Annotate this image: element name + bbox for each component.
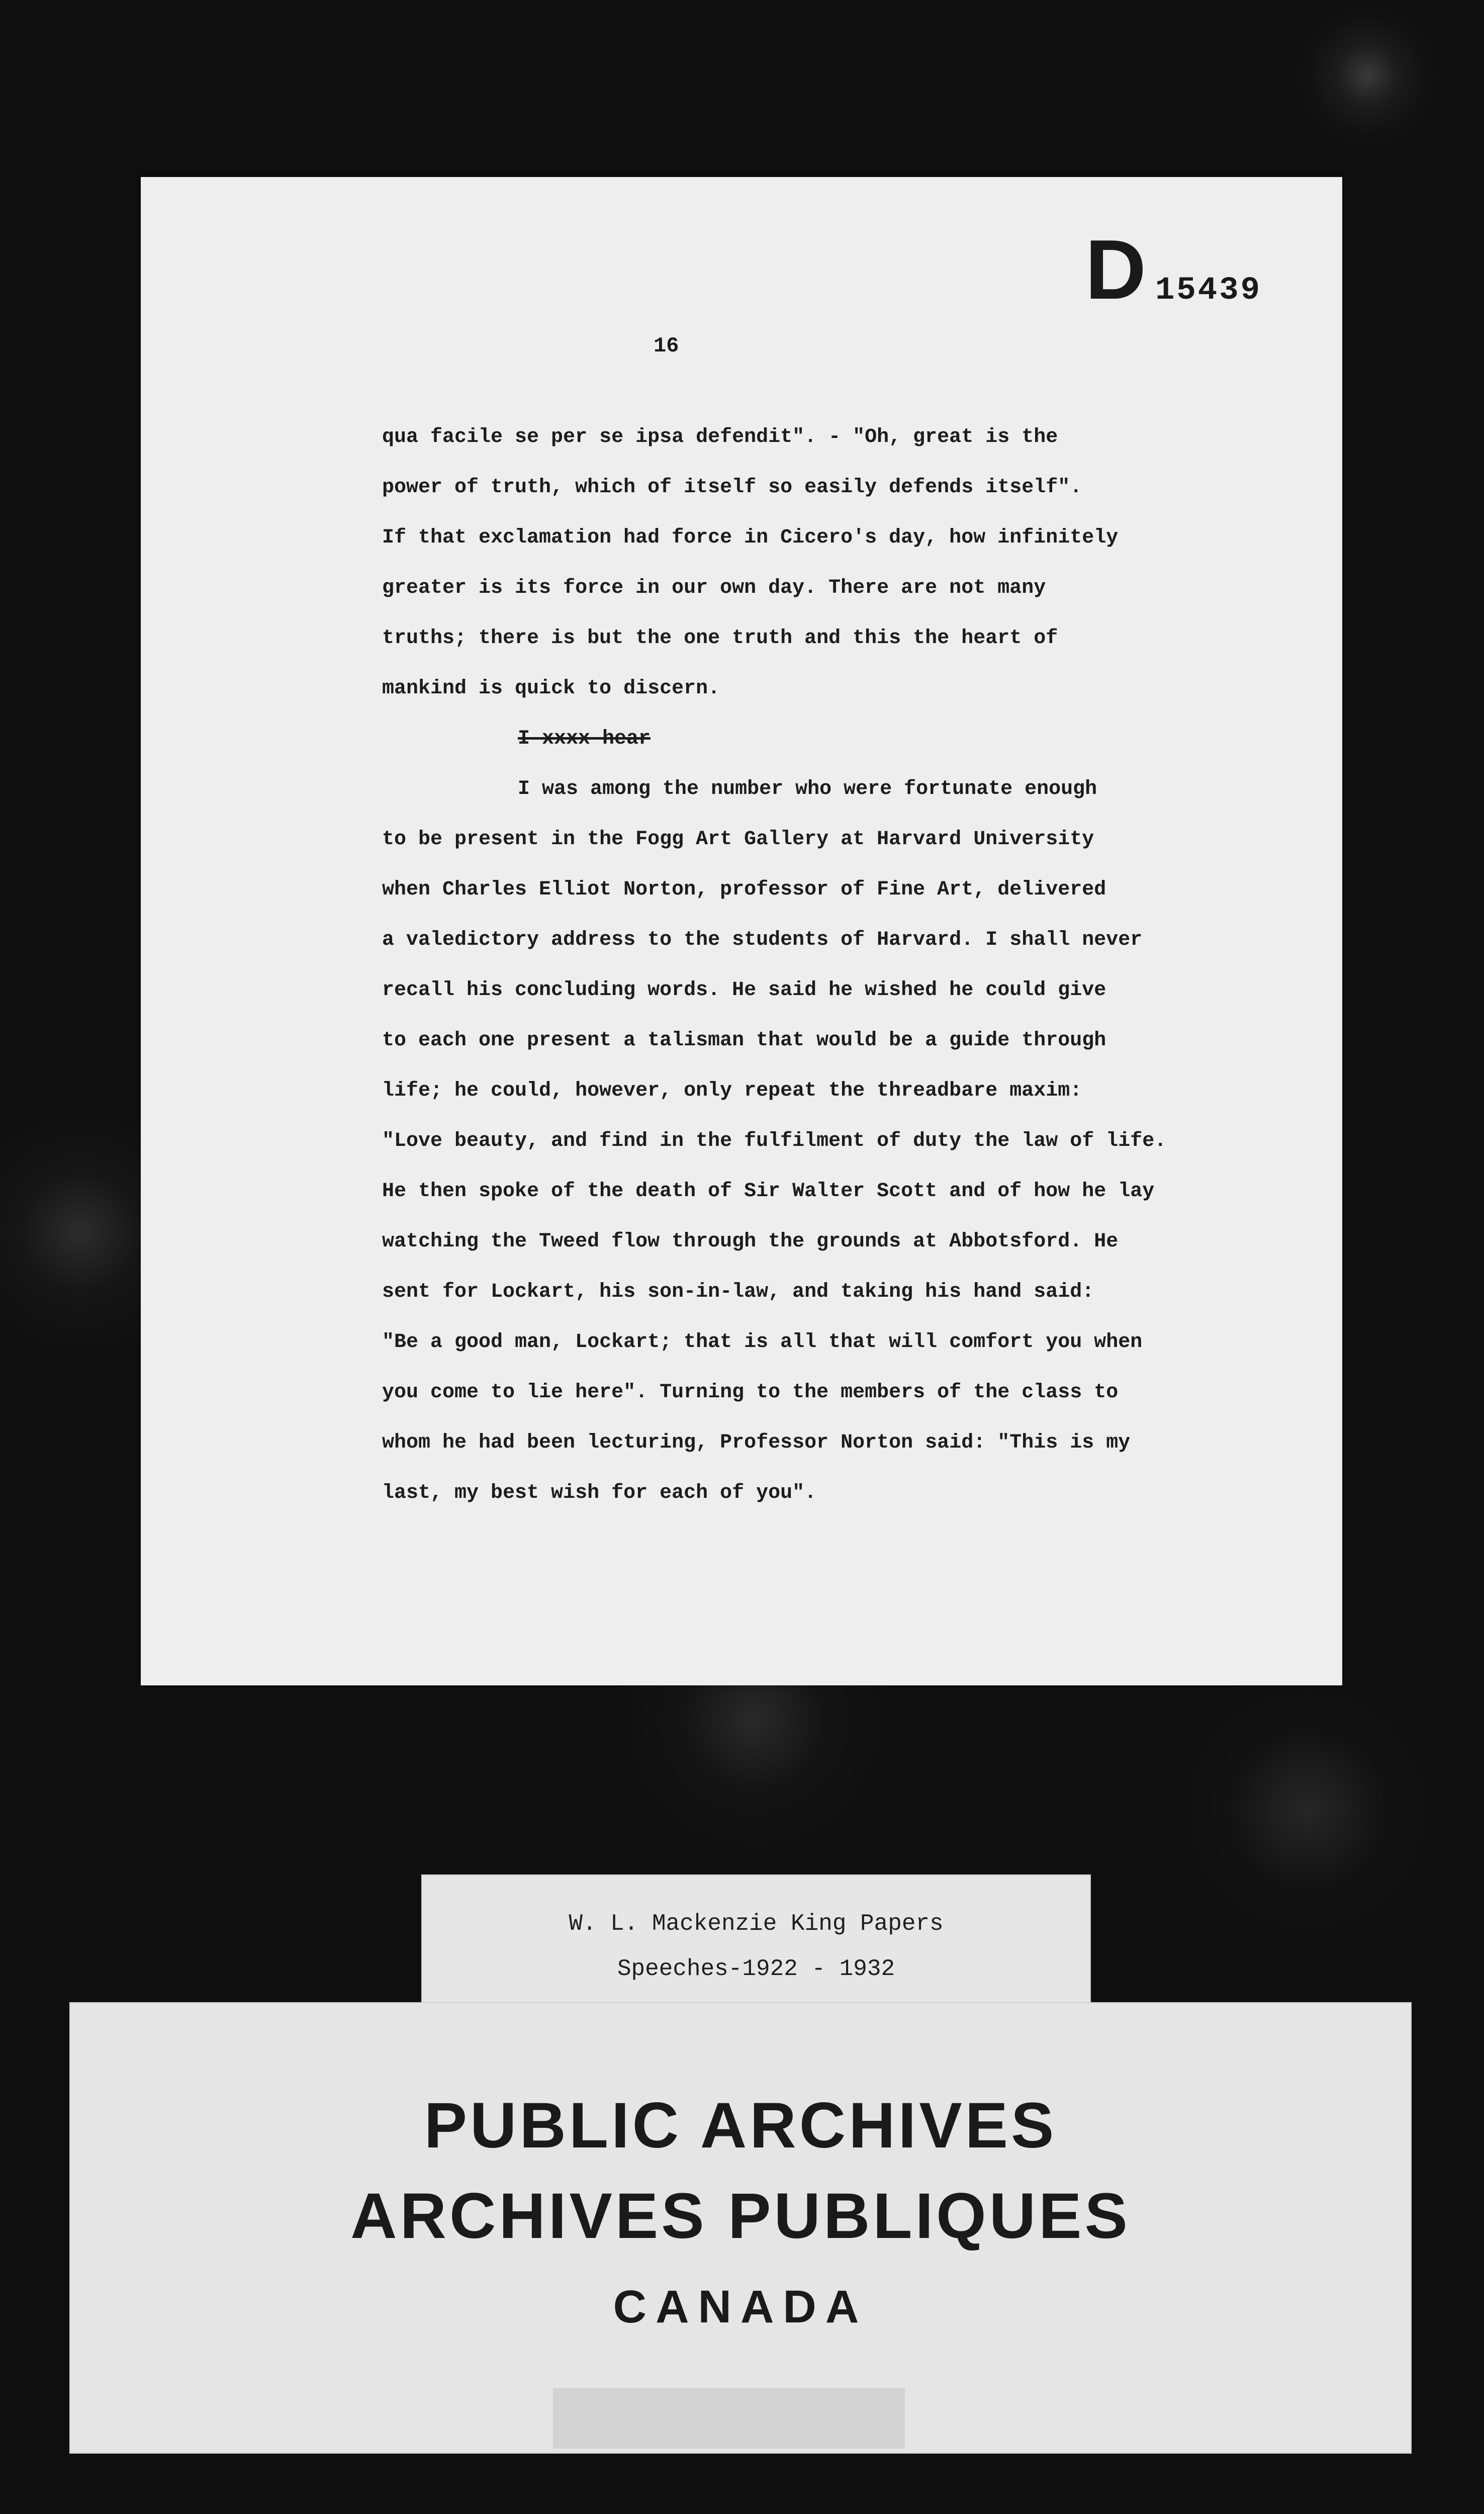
text-line: recall his concluding words. He said he wished he could give bbox=[382, 979, 1106, 1002]
archive-name-french: ARCHIVES PUBLIQUES bbox=[350, 2180, 1131, 2252]
collection-series: Speeches-1922 - 1932 bbox=[617, 1956, 895, 1982]
text-line: a valedictory address to the students of Harvard. I shall never bbox=[382, 929, 1143, 951]
archive-label bbox=[69, 2002, 1412, 2454]
text-line: you come to lie here". Turning to the members of the class to bbox=[382, 1381, 1119, 1404]
reference-stamp bbox=[1085, 222, 1262, 317]
text-line: to be present in the Fogg Art Gallery at Harvard University bbox=[382, 828, 1094, 851]
text-line: last, my best wish for each of you". bbox=[382, 1482, 817, 1504]
document-page bbox=[141, 177, 1342, 1685]
reference-letter: D bbox=[1085, 222, 1146, 317]
text-line: greater is its force in our own day. There are not many bbox=[382, 577, 1046, 599]
text-line: If that exclamation had force in Cicero's day, how infinitely bbox=[382, 526, 1119, 549]
text-line: mankind is quick to discern. bbox=[382, 677, 720, 700]
text-line: "Be a good man, Lockart; that is all that will comfort you when bbox=[382, 1331, 1143, 1354]
text-line: life; he could, however, only repeat the threadbare maxim: bbox=[382, 1080, 1082, 1102]
text-line: power of truth, which of itself so easily defends itself". bbox=[382, 476, 1082, 499]
text-line: I was among the number who were fortunate enough bbox=[518, 778, 1097, 800]
text-line: to each one present a talisman that would be a guide through bbox=[382, 1029, 1106, 1052]
text-line: watching the Tweed flow through the grounds at Abbotsford. He bbox=[382, 1230, 1119, 1253]
typed-text-body bbox=[382, 412, 1267, 1518]
collection-title: W. L. Mackenzie King Papers bbox=[569, 1911, 944, 1937]
text-line: when Charles Elliot Norton, professor of Fine Art, delivered bbox=[382, 878, 1106, 901]
struck-out-line: I xxxx hear bbox=[518, 728, 651, 750]
collection-label bbox=[421, 1874, 1091, 2010]
reference-number: 15439 bbox=[1155, 273, 1262, 309]
text-line: He then spoke of the death of Sir Walter Scott and of how he lay bbox=[382, 1180, 1155, 1203]
text-line: sent for Lockart, his son-in-law, and taking his hand said: bbox=[382, 1281, 1094, 1303]
text-line: "Love beauty, and find in the fulfilment of duty the law of life. bbox=[382, 1130, 1167, 1152]
text-line: truths; there is but the one truth and this the heart of bbox=[382, 627, 1058, 650]
text-line: whom he had been lecturing, Professor Norton said: "This is my bbox=[382, 1431, 1131, 1454]
archive-country: CANADA bbox=[613, 2281, 868, 2332]
text-line: qua facile se per se ipsa defendit". - "Oh, great is the bbox=[382, 426, 1058, 448]
archive-name-english: PUBLIC ARCHIVES bbox=[424, 2090, 1057, 2162]
tape-strip bbox=[553, 2388, 905, 2449]
page-number: 16 bbox=[654, 334, 679, 358]
